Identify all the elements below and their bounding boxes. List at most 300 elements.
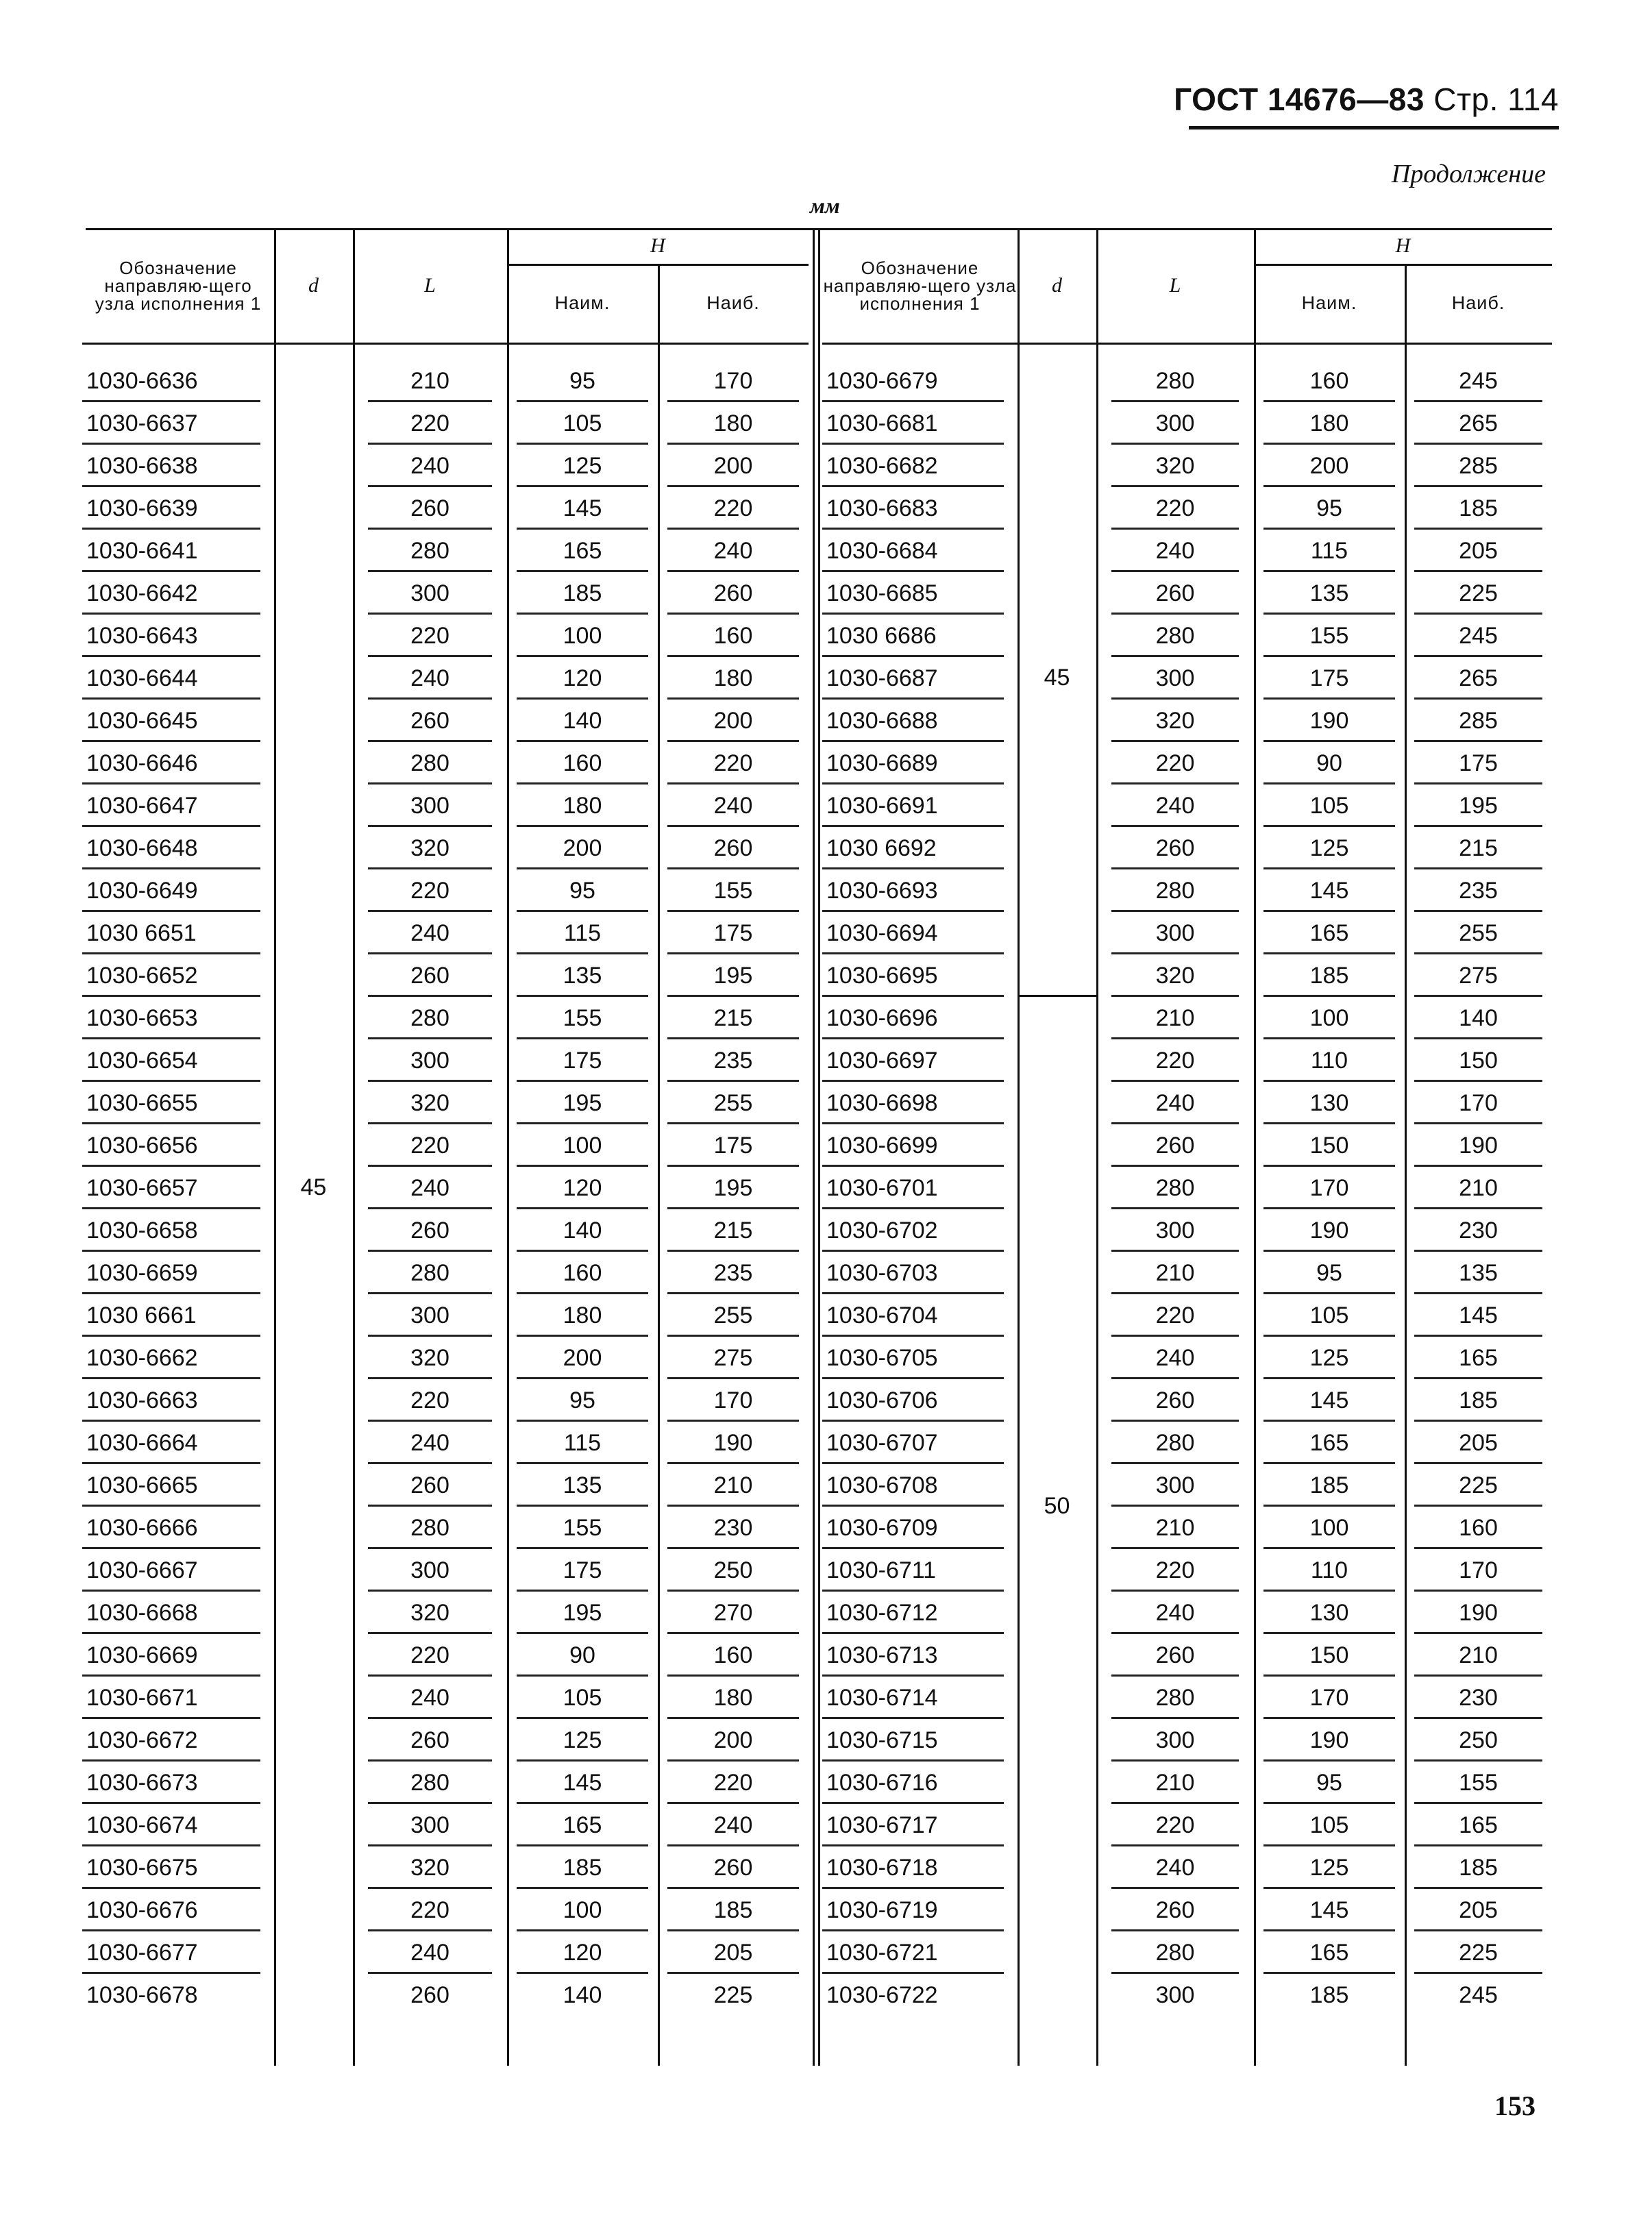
table-cell-code: 1030-6707 [822, 1422, 1004, 1464]
table-cell-hmin: 155 [1263, 615, 1395, 657]
table-cell-L: 240 [368, 1677, 492, 1719]
table-cell-hmin: 165 [1263, 1931, 1395, 1974]
table-cell-code: 1030-6716 [822, 1762, 1004, 1804]
right-column-rule [1254, 228, 1256, 2066]
table-cell-L: 280 [368, 997, 492, 1039]
table-cell-hmin: 115 [517, 1422, 648, 1464]
table-cell-code: 1030 6661 [82, 1294, 260, 1337]
left-header-d: d [308, 273, 319, 297]
table-cell-L: 240 [1111, 784, 1239, 827]
table-cell-hmin: 90 [1263, 742, 1395, 784]
table-cell-hmin: 175 [1263, 657, 1395, 700]
table-cell-L: 240 [368, 657, 492, 700]
table-cell-code: 1030-6696 [822, 997, 1004, 1039]
table-cell-hmax: 160 [667, 615, 799, 657]
table-cell-hmax: 265 [1414, 402, 1542, 445]
table-cell-code: 1030-6713 [822, 1634, 1004, 1677]
table-cell-hmax: 195 [1414, 784, 1542, 827]
table-cell-code: 1030-6691 [822, 784, 1004, 827]
table-cell-code: 1030-6669 [82, 1634, 260, 1677]
right-header-designation: Обозначение направляю-щего узла исполнения 1 [823, 257, 1017, 314]
table-cell-code: 1030-6706 [822, 1379, 1004, 1422]
table-cell-L: 240 [368, 445, 492, 487]
table-cell-L: 260 [368, 1464, 492, 1507]
table-cell-hmax: 240 [667, 530, 799, 572]
table-cell-hmax: 235 [1414, 869, 1542, 912]
header-rule [1189, 126, 1559, 129]
table-cell-code: 1030-6658 [82, 1209, 260, 1252]
table-cell-hmin: 100 [517, 1124, 648, 1167]
table-cell-hmin: 140 [517, 700, 648, 742]
table-cell-code: 1030-6699 [822, 1124, 1004, 1167]
table-cell-L: 220 [368, 402, 492, 445]
table-cell-L: 220 [368, 1889, 492, 1931]
left-column-rule [658, 264, 660, 2066]
table-cell-L: 300 [368, 784, 492, 827]
table-cell-hmax: 175 [1414, 742, 1542, 784]
table-cell-code: 1030-6685 [822, 572, 1004, 615]
table-cell-L: 220 [368, 869, 492, 912]
table-cell-hmin: 200 [517, 1337, 648, 1379]
table-cell-hmin: 120 [517, 1167, 648, 1209]
table-cell-hmax: 215 [667, 997, 799, 1039]
table-cell-hmin: 185 [1263, 954, 1395, 997]
table-cell-code: 1030-6647 [82, 784, 260, 827]
table-cell-hmax: 175 [667, 1124, 799, 1167]
table-cell-hmin: 195 [517, 1592, 648, 1634]
table-cell-hmax: 245 [1414, 615, 1542, 657]
table-cell-hmax: 155 [1414, 1762, 1542, 1804]
table-cell-hmax: 205 [667, 1931, 799, 1974]
table-cell-hmin: 185 [517, 1846, 648, 1889]
table-cell-hmax: 160 [667, 1634, 799, 1677]
table-cell-hmax: 230 [1414, 1209, 1542, 1252]
table-cell-hmin: 135 [1263, 572, 1395, 615]
table-cell-hmax: 145 [1414, 1294, 1542, 1337]
table-cell-code: 1030-6642 [82, 572, 260, 615]
table-cell-code: 1030-6648 [82, 827, 260, 869]
table-cell-hmax: 285 [1414, 700, 1542, 742]
table-cell-hmax: 195 [667, 954, 799, 997]
table-cell-hmax: 220 [667, 487, 799, 530]
table-cell-L: 240 [1111, 1337, 1239, 1379]
table-cell-hmax: 185 [1414, 1379, 1542, 1422]
table-cell-L: 260 [1111, 827, 1239, 869]
table-cell-code: 1030-6689 [822, 742, 1004, 784]
page-header-text [1174, 81, 1559, 118]
table-cell-L: 260 [1111, 1634, 1239, 1677]
table-cell-hmin: 140 [517, 1209, 648, 1252]
table-cell-code: 1030-6659 [82, 1252, 260, 1294]
table-cell-code: 1030-6656 [82, 1124, 260, 1167]
table-middle-rule [813, 228, 815, 2066]
table-cell-L: 280 [368, 742, 492, 784]
table-cell-L: 280 [1111, 1931, 1239, 1974]
table-cell-hmin: 105 [1263, 784, 1395, 827]
table-cell-L: 260 [1111, 1889, 1239, 1931]
table-cell-hmax: 170 [667, 1379, 799, 1422]
table-cell-code: 1030-6645 [82, 700, 260, 742]
table-cell-L: 280 [1111, 360, 1239, 402]
table-cell-L: 320 [368, 1592, 492, 1634]
table-cell-code: 1030-6657 [82, 1167, 260, 1209]
table-cell-hmin: 120 [517, 1931, 648, 1974]
table-cell-hmin: 200 [1263, 445, 1395, 487]
table-cell-code: 1030-6719 [822, 1889, 1004, 1931]
table-cell-code: 1030-6677 [82, 1931, 260, 1974]
left-header-L: L [424, 273, 436, 297]
table-cell-hmin: 100 [1263, 997, 1395, 1039]
table-cell-L: 240 [1111, 1592, 1239, 1634]
table-cell-L: 260 [368, 954, 492, 997]
table-cell-code: 1030-6702 [822, 1209, 1004, 1252]
table-cell-L: 260 [368, 1209, 492, 1252]
table-cell-code: 1030-6711 [822, 1549, 1004, 1592]
right-d-group-rule [1018, 995, 1096, 997]
table-cell-hmin: 150 [1263, 1634, 1395, 1677]
table-cell-hmin: 125 [1263, 1337, 1395, 1379]
table-cell-hmax: 180 [667, 402, 799, 445]
page-label: Стр. 114 [1433, 82, 1559, 117]
table-cell-hmin: 100 [517, 615, 648, 657]
table-cell-code: 1030 6686 [822, 615, 1004, 657]
table-cell-hmax: 135 [1414, 1252, 1542, 1294]
table-cell-code: 1030-6697 [822, 1039, 1004, 1082]
table-cell-hmax: 240 [667, 784, 799, 827]
table-cell-L: 260 [1111, 1379, 1239, 1422]
table-cell-hmin: 170 [1263, 1167, 1395, 1209]
table-cell-hmin: 185 [517, 572, 648, 615]
table-cell-code: 1030-6671 [82, 1677, 260, 1719]
table-cell-code: 1030-6712 [822, 1592, 1004, 1634]
table-cell-hmax: 220 [667, 1762, 799, 1804]
table-cell-code: 1030-6683 [822, 487, 1004, 530]
table-cell-hmax: 180 [667, 1677, 799, 1719]
table-cell-code: 1030-6718 [822, 1846, 1004, 1889]
table-cell-L: 220 [368, 1634, 492, 1677]
table-cell-hmin: 110 [1263, 1549, 1395, 1592]
table-cell-L: 280 [1111, 1677, 1239, 1719]
table-cell-hmin: 115 [1263, 530, 1395, 572]
table-cell-hmax: 150 [1414, 1039, 1542, 1082]
table-cell-L: 260 [410, 1982, 449, 2008]
table-cell-hmax: 255 [1414, 912, 1542, 954]
table-cell-L: 280 [368, 1762, 492, 1804]
table-cell-L: 210 [1111, 1762, 1239, 1804]
table-cell-hmin: 95 [1263, 1252, 1395, 1294]
table-cell-hmin: 120 [517, 657, 648, 700]
table-cell-L: 240 [1111, 1846, 1239, 1889]
table-cell-hmax: 255 [667, 1082, 799, 1124]
table-cell-code: 1030-6701 [822, 1167, 1004, 1209]
table-cell-hmax: 235 [667, 1039, 799, 1082]
table-cell-hmin: 105 [1263, 1804, 1395, 1846]
table-cell-code: 1030-6722 [826, 1982, 938, 2008]
table-cell-hmax: 225 [1414, 1931, 1542, 1974]
table-cell-hmin: 135 [517, 954, 648, 997]
table-cell-L: 220 [368, 1124, 492, 1167]
table-cell-code: 1030-6676 [82, 1889, 260, 1931]
table-cell-hmax: 180 [667, 657, 799, 700]
table-cell-L: 280 [1111, 869, 1239, 912]
table-cell-hmax: 210 [1414, 1167, 1542, 1209]
table-cell-hmax: 215 [1414, 827, 1542, 869]
table-cell-hmin: 95 [1263, 1762, 1395, 1804]
table-cell-code: 1030-6643 [82, 615, 260, 657]
table-cell-code: 1030-6668 [82, 1592, 260, 1634]
table-cell-code: 1030-6652 [82, 954, 260, 997]
table-cell-hmin: 140 [563, 1982, 602, 2008]
table-cell-hmax: 160 [1414, 1507, 1542, 1549]
table-cell-hmax: 200 [667, 445, 799, 487]
left-column-rule [353, 228, 355, 2066]
table-cell-hmax: 170 [667, 360, 799, 402]
table-cell-hmax: 245 [1414, 360, 1542, 402]
table-cell-hmax: 275 [1414, 954, 1542, 997]
table-cell-hmin: 160 [1263, 360, 1395, 402]
table-cell-hmin: 175 [517, 1039, 648, 1082]
right-column-rule [1405, 264, 1407, 2066]
table-cell-hmin: 90 [517, 1634, 648, 1677]
table-cell-hmax: 185 [667, 1889, 799, 1931]
table-cell-hmax: 220 [667, 742, 799, 784]
table-cell-code: 1030-6684 [822, 530, 1004, 572]
table-cell-hmin: 145 [1263, 1889, 1395, 1931]
table-cell-L: 320 [1111, 954, 1239, 997]
table-cell-L: 320 [368, 1082, 492, 1124]
table-cell-L: 300 [1111, 912, 1239, 954]
table-cell-hmin: 145 [517, 487, 648, 530]
table-cell-hmin: 190 [1263, 1209, 1395, 1252]
table-cell-hmin: 130 [1263, 1082, 1395, 1124]
table-cell-L: 280 [368, 530, 492, 572]
table-cell-L: 240 [1111, 1082, 1239, 1124]
table-cell-L: 280 [1111, 1167, 1239, 1209]
table-cell-code: 1030-6682 [822, 445, 1004, 487]
table-middle-rule [818, 228, 820, 2066]
table-cell-hmin: 190 [1263, 1719, 1395, 1762]
table-cell-code: 1030-6673 [82, 1762, 260, 1804]
table-cell-hmin: 130 [1263, 1592, 1395, 1634]
table-cell-L: 210 [1111, 997, 1239, 1039]
table-cell-L: 220 [1111, 1804, 1239, 1846]
table-cell-L: 320 [368, 1846, 492, 1889]
left-d-value: 45 [300, 1174, 327, 1200]
table-cell-hmin: 165 [1263, 912, 1395, 954]
table-cell-hmin: 165 [517, 530, 648, 572]
table-cell-code: 1030-6654 [82, 1039, 260, 1082]
table-cell-code: 1030-6688 [822, 700, 1004, 742]
table-cell-code: 1030-6675 [82, 1846, 260, 1889]
table-cell-L: 300 [368, 1294, 492, 1337]
table-cell-hmax: 275 [667, 1337, 799, 1379]
table-cell-hmin: 125 [517, 445, 648, 487]
table-cell-L: 300 [1111, 1209, 1239, 1252]
table-cell-hmax: 205 [1414, 1889, 1542, 1931]
right-d-value: 50 [1044, 1493, 1070, 1519]
table-cell-hmin: 105 [517, 402, 648, 445]
table-cell-code: 1030-6674 [82, 1804, 260, 1846]
table-cell-hmax: 210 [1414, 1634, 1542, 1677]
table-cell-code: 1030-6636 [82, 360, 260, 402]
table-cell-code: 1030-6649 [82, 869, 260, 912]
table-cell-L: 300 [1111, 657, 1239, 700]
page-number: 153 [1494, 2090, 1536, 2121]
table-cell-hmin: 135 [517, 1464, 648, 1507]
table-cell-L: 210 [1111, 1252, 1239, 1294]
table-cell-hmax: 225 [1414, 1464, 1542, 1507]
table-cell-hmax: 165 [1414, 1337, 1542, 1379]
table-cell-code: 1030-6709 [822, 1507, 1004, 1549]
table-cell-code: 1030-6641 [82, 530, 260, 572]
left-column-rule [274, 228, 276, 2066]
table-cell-hmin: 200 [517, 827, 648, 869]
table-cell-hmax: 190 [1414, 1592, 1542, 1634]
unit-label: мм [810, 193, 840, 218]
table-cell-code: 1030-6681 [822, 402, 1004, 445]
table-cell-hmax: 285 [1414, 445, 1542, 487]
table-cell-hmax: 265 [1414, 657, 1542, 700]
table-cell-L: 300 [1111, 1464, 1239, 1507]
table-cell-hmax: 200 [667, 1719, 799, 1762]
table-cell-code: 1030-6638 [82, 445, 260, 487]
table-cell-hmax: 215 [667, 1209, 799, 1252]
table-cell-hmin: 145 [517, 1762, 648, 1804]
table-cell-code: 1030 6651 [82, 912, 260, 954]
page-header [1174, 81, 1559, 132]
table-cell-L: 210 [1111, 1507, 1239, 1549]
table-cell-hmin: 180 [1263, 402, 1395, 445]
table-cell-code: 1030-6698 [822, 1082, 1004, 1124]
table-cell-L: 240 [368, 912, 492, 954]
table-cell-hmin: 170 [1263, 1677, 1395, 1719]
table-cell-hmax: 200 [667, 700, 799, 742]
table-cell-L: 260 [1111, 1124, 1239, 1167]
table-cell-hmax: 155 [667, 869, 799, 912]
table-cell-hmax: 175 [667, 912, 799, 954]
table-cell-hmax: 195 [667, 1167, 799, 1209]
table-cell-L: 240 [368, 1167, 492, 1209]
table-cell-L: 300 [368, 1039, 492, 1082]
table-cell-hmin: 155 [517, 997, 648, 1039]
table-cell-hmax: 255 [667, 1294, 799, 1337]
table-cell-hmin: 165 [517, 1804, 648, 1846]
right-header-H: H [1395, 234, 1411, 257]
table-cell-L: 220 [1111, 1039, 1239, 1082]
table-cell-L: 300 [1111, 402, 1239, 445]
table-cell-L: 240 [1111, 530, 1239, 572]
table-cell-code: 1030-6693 [822, 869, 1004, 912]
table-cell-hmax: 260 [667, 572, 799, 615]
table-cell-hmin: 160 [517, 1252, 648, 1294]
table-cell-hmax: 205 [1414, 1422, 1542, 1464]
table-cell-code: 1030-6637 [82, 402, 260, 445]
table-cell-code: 1030-6663 [82, 1379, 260, 1422]
table-cell-L: 300 [1155, 1982, 1195, 2008]
table-cell-hmin: 100 [517, 1889, 648, 1931]
right-column-rule [1018, 228, 1020, 2066]
left-header-h-max: Наиб. [706, 293, 760, 313]
table-cell-hmin: 115 [517, 912, 648, 954]
table-cell-code: 1030-6664 [82, 1422, 260, 1464]
table-cell-hmin: 190 [1263, 700, 1395, 742]
table-cell-hmin: 165 [1263, 1422, 1395, 1464]
table-cell-hmax: 245 [1459, 1982, 1498, 2008]
table-cell-L: 320 [368, 1337, 492, 1379]
table-cell-hmax: 240 [667, 1804, 799, 1846]
table-cell-hmin: 180 [517, 1294, 648, 1337]
right-h-subheader-rule [1254, 264, 1552, 266]
table-cell-code: 1030-6678 [86, 1982, 198, 2008]
table-cell-L: 220 [1111, 1549, 1239, 1592]
standard-number: ГОСТ 14676—83 [1174, 82, 1425, 117]
table-cell-hmax: 205 [1414, 530, 1542, 572]
table-cell-L: 220 [368, 615, 492, 657]
table-cell-L: 320 [368, 827, 492, 869]
table-cell-hmin: 185 [1309, 1982, 1349, 2008]
right-d-value: 45 [1044, 665, 1070, 691]
table-cell-hmax: 190 [1414, 1124, 1542, 1167]
table-cell-code: 1030-6694 [822, 912, 1004, 954]
table-cell-code: 1030-6639 [82, 487, 260, 530]
table-cell-hmax: 185 [1414, 487, 1542, 530]
table-cell-code: 1030-6672 [82, 1719, 260, 1762]
table-cell-code: 1030-6644 [82, 657, 260, 700]
table-cell-L: 280 [1111, 1422, 1239, 1464]
table-cell-L: 260 [1111, 572, 1239, 615]
table-cell-code: 1030-6703 [822, 1252, 1004, 1294]
table-cell-hmin: 105 [1263, 1294, 1395, 1337]
table-cell-code: 1030-6653 [82, 997, 260, 1039]
table-cell-code: 1030-6717 [822, 1804, 1004, 1846]
right-header-bottom-rule [822, 343, 1552, 345]
table-cell-L: 280 [1111, 615, 1239, 657]
table-cell-hmax: 250 [667, 1549, 799, 1592]
table-cell-hmin: 95 [517, 869, 648, 912]
table-cell-code: 1030-6708 [822, 1464, 1004, 1507]
table-cell-code: 1030-6667 [82, 1549, 260, 1592]
table-cell-hmin: 185 [1263, 1464, 1395, 1507]
table-cell-code: 1030 6692 [822, 827, 1004, 869]
table-cell-hmin: 105 [517, 1677, 648, 1719]
right-header-L: L [1169, 273, 1181, 297]
right-column-rule [1096, 228, 1098, 2066]
table-cell-code: 1030-6662 [82, 1337, 260, 1379]
table-cell-L: 300 [368, 1804, 492, 1846]
table-cell-hmax: 140 [1414, 997, 1542, 1039]
table-cell-hmin: 110 [1263, 1039, 1395, 1082]
table-cell-hmax: 165 [1414, 1804, 1542, 1846]
continued-label: Продолжение [1391, 160, 1546, 188]
table-cell-L: 300 [368, 1549, 492, 1592]
table-cell-hmin: 155 [517, 1507, 648, 1549]
table-cell-L: 300 [368, 572, 492, 615]
table-cell-L: 260 [368, 700, 492, 742]
right-header-h-min: Наим. [1301, 293, 1357, 313]
table-cell-L: 220 [368, 1379, 492, 1422]
table-cell-hmax: 250 [1414, 1719, 1542, 1762]
table-cell-hmin: 125 [1263, 1846, 1395, 1889]
table-cell-hmin: 150 [1263, 1124, 1395, 1167]
table-cell-code: 1030-6721 [822, 1931, 1004, 1974]
table-cell-code: 1030-6679 [822, 360, 1004, 402]
table-cell-code: 1030-6665 [82, 1464, 260, 1507]
table-cell-L: 300 [1111, 1719, 1239, 1762]
table-cell-hmax: 230 [667, 1507, 799, 1549]
table-cell-hmax: 260 [667, 827, 799, 869]
table-cell-code: 1030-6695 [822, 954, 1004, 997]
left-header-h-min: Наим. [554, 293, 611, 313]
